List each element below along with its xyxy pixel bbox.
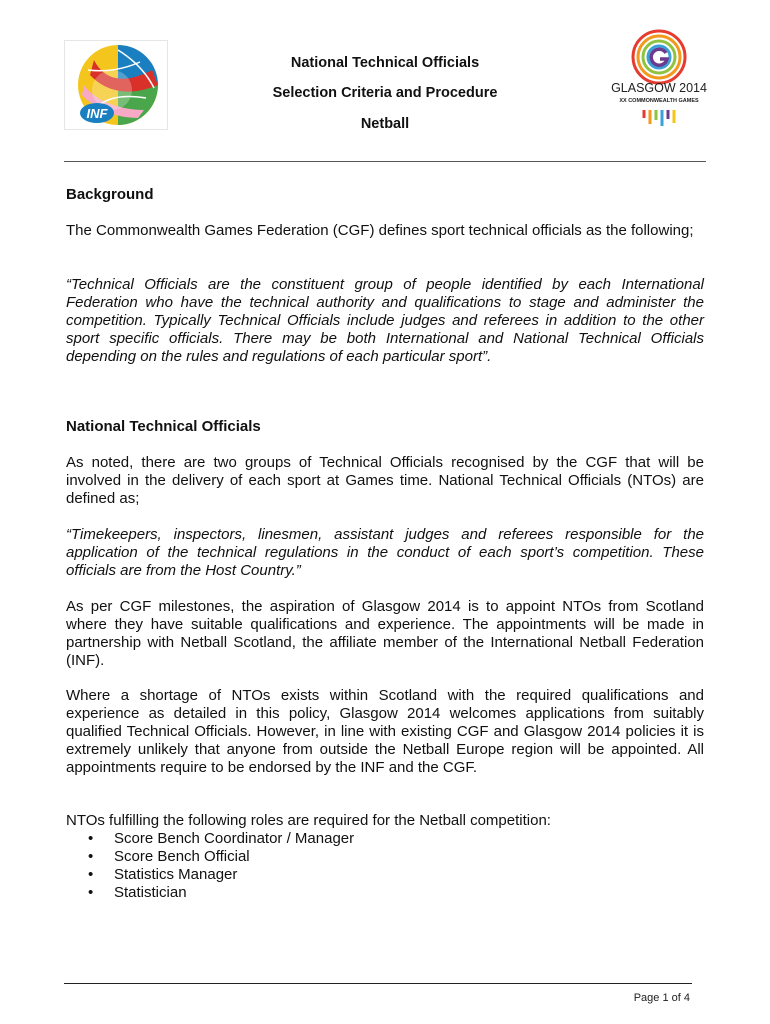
footer-divider xyxy=(64,983,692,984)
background-paragraph: The Commonwealth Games Federation (CGF) defines sport technical officials as the following; xyxy=(66,222,694,239)
header-divider xyxy=(64,161,706,162)
document-sport: Netball xyxy=(360,116,410,132)
roles-list xyxy=(66,830,704,902)
bullet-icon: • xyxy=(88,884,94,901)
background-quote: “Technical Officials are the constituent group of people identified by each International Federation who have the technical authority and qualifications to stage and administer the competition. Typically Technical Officials include judges and referees in addition to the other sport specific officials. There may be both International and National Technical Officials depending on the rules and regulations of each particular sport”. xyxy=(66,276,704,365)
list-item xyxy=(66,866,704,884)
list-item xyxy=(66,830,704,848)
role-label: Statistics Manager xyxy=(114,866,238,883)
nto-paragraph-2: As per CGF milestones, the aspiration of Glasgow 2014 is to appoint NTOs from Scotland where they have suitable qualifications and experience. The appointments will be made in partnership with Netball Scotland, the affiliate member of the International Netball Federation (INF). xyxy=(66,598,704,669)
bullet-icon: • xyxy=(88,866,94,883)
role-label: Statistician xyxy=(114,884,187,901)
page-number: Page 1 of 4 xyxy=(633,992,690,1004)
role-label: Score Bench Coordinator / Manager xyxy=(114,830,355,847)
nto-paragraph-4: NTOs fulfilling the following roles are required for the Netball competition: xyxy=(66,812,551,829)
bullet-icon: • xyxy=(88,830,94,847)
role-label: Score Bench Official xyxy=(114,848,250,865)
inf-logo-graphic xyxy=(64,40,168,130)
document-subtitle: Selection Criteria and Procedure xyxy=(272,85,498,101)
bullet-icon: • xyxy=(88,848,94,865)
background-heading: Background xyxy=(66,186,154,203)
list-item xyxy=(66,848,704,866)
inf-logo-text: INF xyxy=(86,106,108,121)
nto-paragraph-3: Where a shortage of NTOs exists within Scotland with the required qualifications and experience as detailed in this policy, Glasgow 2014 welcomes applications from suitably qualified Technical Officials. However, in line with existing CGF and Glasgow 2014 policies it is extremely unlikely that anyone from outside the Netball Europe region will be appointed. All appointments require to be endorsed by the INF and the CGF. xyxy=(66,687,704,776)
glasgow-logo-graphic xyxy=(604,26,714,130)
glasgow-logo-title: GLASGOW 2014 xyxy=(611,81,707,95)
nto-heading: National Technical Officials xyxy=(66,418,261,435)
document-title: National Technical Officials xyxy=(290,55,480,71)
nto-paragraph-1: As noted, there are two groups of Technical Officials recognised by the CGF that will be involved in the delivery of each sport at Games time. National Technical Officials (NTOs) are defined as; xyxy=(66,454,704,507)
list-item xyxy=(66,884,704,902)
inf-logo xyxy=(64,40,168,130)
glasgow-2014-logo xyxy=(604,26,714,130)
glasgow-logo-subtitle: XX COMMONWEALTH GAMES xyxy=(619,98,699,104)
nto-quote: “Timekeepers, inspectors, linesmen, assistant judges and referees responsible for the application of the technical regulations in the conduct of each sport’s competition. These officials are from the Host Country.” xyxy=(66,526,704,579)
